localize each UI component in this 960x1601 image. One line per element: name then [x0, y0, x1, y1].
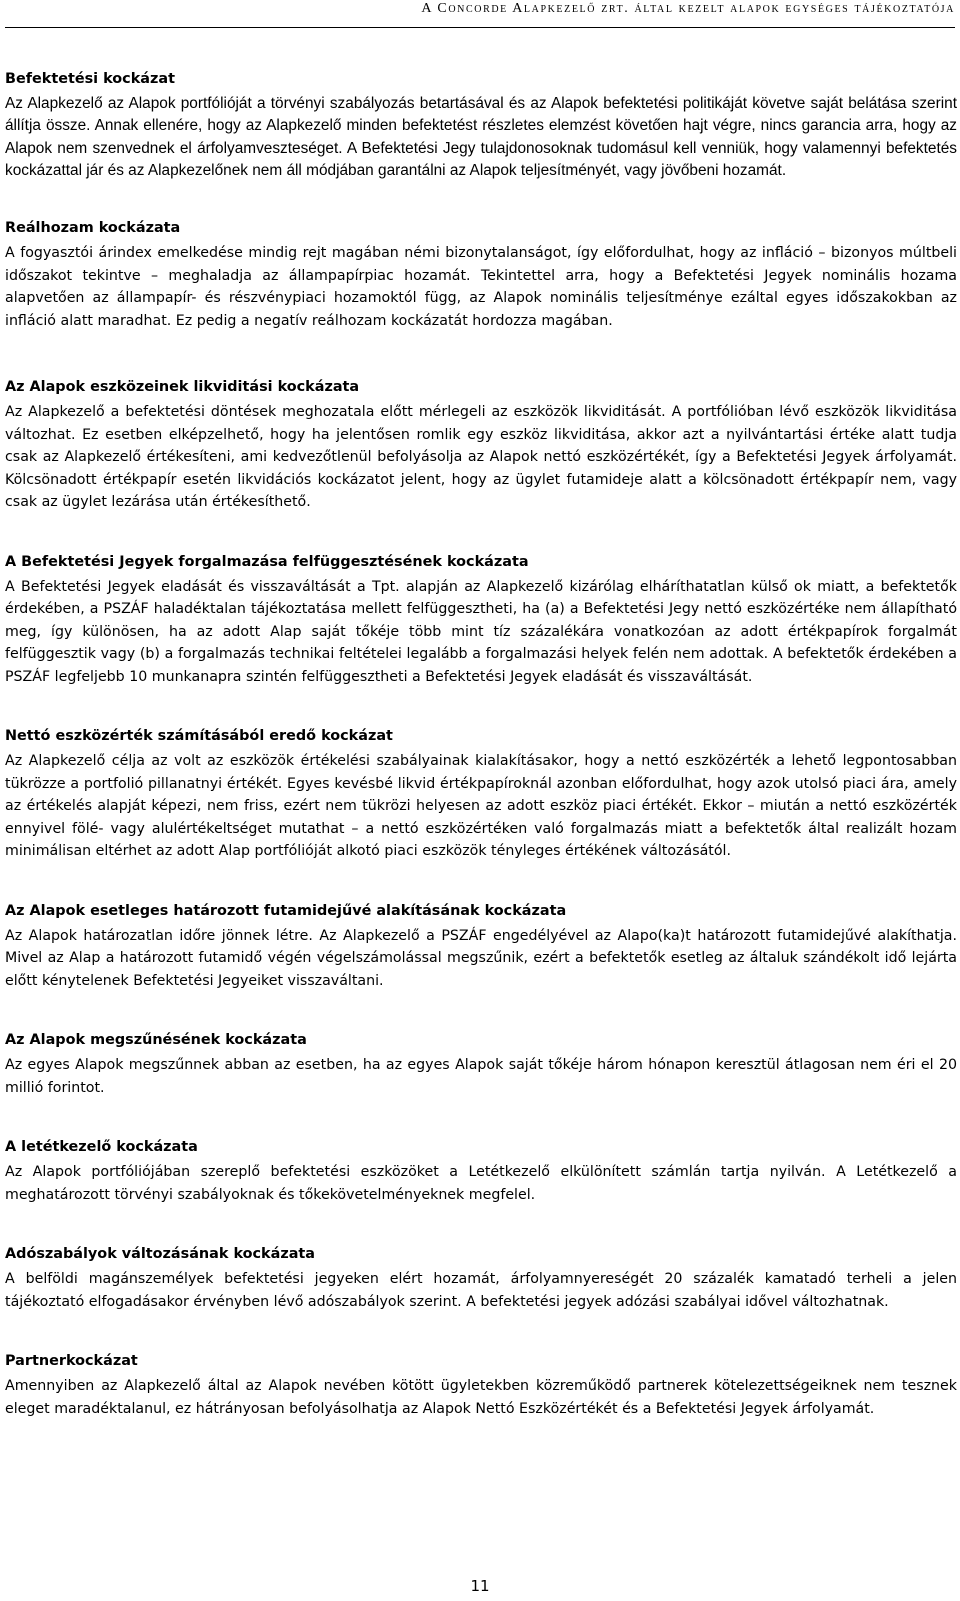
section-title: Az Alapok megszűnésének kockázata [5, 1032, 307, 1049]
section-nav-calculation-risk [5, 725, 957, 863]
section-body: Az Alapok határozatlan időre jönnek létre. Az Alapkezelő a PSZÁF engedélyével az Alapo(ka)t határozott futamidejűvé alakíthatja. Mivel az Alap a határozott futamidő végén végelszámolással megszűnik, ezért a befektetők esetleg az általuk szándékolt idő lejárta előtt kénytelenek Befektetési Jegyeiket visszaváltani. [5, 927, 957, 989]
section-suspension-risk [5, 551, 957, 689]
section-investment-risk [5, 68, 957, 182]
section-counterparty-risk [5, 1350, 957, 1420]
section-termination-risk [5, 1029, 957, 1099]
section-title: Adószabályok változásának kockázata [5, 1246, 316, 1263]
section-body: A belföldi magánszemélyek befektetési jegyeken elért hozamát, árfolyamnyereségét 20 százalék kamatadó terheli a jelen tájékoztató elfogadásakor érvényben lévő adószabályok szerint. A befektetési jegyek adózási szabályai idővel változhatnak. [5, 1271, 957, 1310]
section-real-return-risk [5, 217, 957, 332]
section-title: Az Alapok eszközeinek likviditási kockázata [5, 379, 360, 396]
section-fixed-term-risk [5, 900, 957, 993]
section-body: Az Alapkezelő célja az volt az eszközök értékelési szabályainak kialakításakor, hogy a nettó eszközérték a lehető legpontosabban tükrözze a portfolió pillanatnyi értékét. Egyes kevésbé likvid értékpapíroknál azonban előfordulhat, hogy azok utolsó piaci ára, amely az értékelés alapját képezi, nem friss, ezért nem tükrözi helyesen az adott eszköz piaci értékét. Ekkor – miután a nettó eszközérték ennyivel fölé- vagy alulértékeltséget mutathat – a nettó eszközértéken való forgalmazás miatt a befektetők által realizált hozam minimálisan eltérhet az adott Alap portfólióját alkotó piaci eszközök tényleges értékének változásától. [5, 753, 957, 860]
section-tax-change-risk [5, 1243, 957, 1313]
section-title: Partnerkockázat [5, 1353, 138, 1370]
document-title: A Concorde Alapkezelő zrt. által kezelt alapok egységes tájékoztatója [421, 1, 955, 16]
section-title: Befektetési kockázat [5, 71, 175, 87]
section-title: Az Alapok esetleges határozott futamidejűvé alakításának kockázata [5, 902, 567, 919]
page-number: 11 [470, 1577, 490, 1595]
section-body: Amennyiben az Alapkezelő által az Alapok nevében kötött ügyletekben közreműködő partnerek kötelezettségeiknek nem tesznek eleget maradéktalanul, ez hátrányosan befolyásolhatja az Alapok Nettó Eszközértékét és a Befektetési Jegyek árfolyamát. [5, 1378, 957, 1417]
running-header [5, 0, 955, 28]
section-title: A Befektetési Jegyek forgalmazása felfüggesztésének kockázata [5, 553, 529, 570]
section-title: Reálhozam kockázata [5, 220, 181, 237]
section-title: Nettó eszközérték számításából eredő kockázat [5, 728, 393, 745]
section-custodian-risk [5, 1136, 957, 1206]
section-body: Az Alapok portfóliójában szereplő befektetési eszközöket a Letétkezelő elkülönített számlán tartja nyilván. A Letétkezelő a meghatározott törvényi szabályoknak és tőkekövetelményeknek megfelel. [5, 1164, 957, 1203]
section-title: A letétkezelő kockázata [5, 1139, 198, 1156]
section-liquidity-risk [5, 376, 957, 514]
section-body: A fogyasztói árindex emelkedése mindig rejt magában némi bizonytalanságot, így előfordulhat, hogy az infláció – bizonyos múltbeli időszakot tekintve – meghaladja az állampapírpiac hozamát. Tekintettel arra, hogy a Befektetési Jegyek nominális hozama alapvetően az állampapír- és részvénypiaci hozamoktól függ, az Alapok nominális teljesítménye ezáltal egyes időszakokban az infláció alatt maradhat. Ez pedig a negatív reálhozam kockázatát hordozza magában. [5, 245, 957, 329]
section-body: Az Alapkezelő az Alapok portfólióját a törvényi szabályozás betartásával és az Alapok befektetési politikáját követve saját belátása szerint állítja össze. Annak ellenére, hogy az Alapkezelő minden befektetést részletes elemzést követően hajt végre, nincs garancia arra, hogy az Alapok nem szenvednek el árfolyamveszteséget. A Befektetési Jegy tulajdonosoknak tudomásul kell venniük, hogy valamennyi befektetés kockázattal jár és az Alapkezelőnek nem áll módjában garantálni az Alapok teljesítményét, vagy jövőbeni hozamát. [5, 95, 957, 179]
section-body: Az egyes Alapok megszűnnek abban az esetben, ha az egyes Alapok saját tőkéje három hónapon keresztül átlagosan nem éri el 20 millió forintot. [5, 1057, 957, 1096]
section-body: Az Alapkezelő a befektetési döntések meghozatala előtt mérlegeli az eszközök likviditását. A portfólióban lévő eszközök likviditása változhat. Ez esetben elképzelhető, hogy ha jelentősen romlik egy eszköz likviditása, akkor azt a nyilvántartási értéke alatt tudja csak az Alapkezelő értékesíteni, ami kedvezőtlenül befolyásolja az Alapok nettó eszközértékét, így a Befektetési Jegyek árfolyamát. Kölcsönadott értékpapír esetén likvidációs kockázatot jelent, hogy az ügylet futamideje alatt a kölcsönadott értékpapír nem, vagy csak az ügylet lezárása után értékesíthető. [5, 404, 957, 511]
section-body: A Befektetési Jegyek eladását és visszaváltását a Tpt. alapján az Alapkezelő kizárólag elháríthatatlan külső ok miatt, a befektetők érdekében, a PSZÁF haladéktalan tájékoztatása mellett felfüggesztheti, ha (a) a Befektetési Jegy nettó eszközértéke nem állapítható meg, így különösen, ha az adott Alap saját tőkéje több mint tíz százalékára vonatkozóan az adott értékpapírok forgalmát felfüggesztik vagy (b) a forgalmazás technikai feltételei legalább a forgalmazási helyek felén nem adottak. A befektetők érdekében a PSZÁF legfeljebb 10 munkanapra szintén felfüggesztheti a Befektetési Jegyek eladását és visszaváltását. [5, 578, 957, 685]
document-body [5, 68, 957, 1420]
